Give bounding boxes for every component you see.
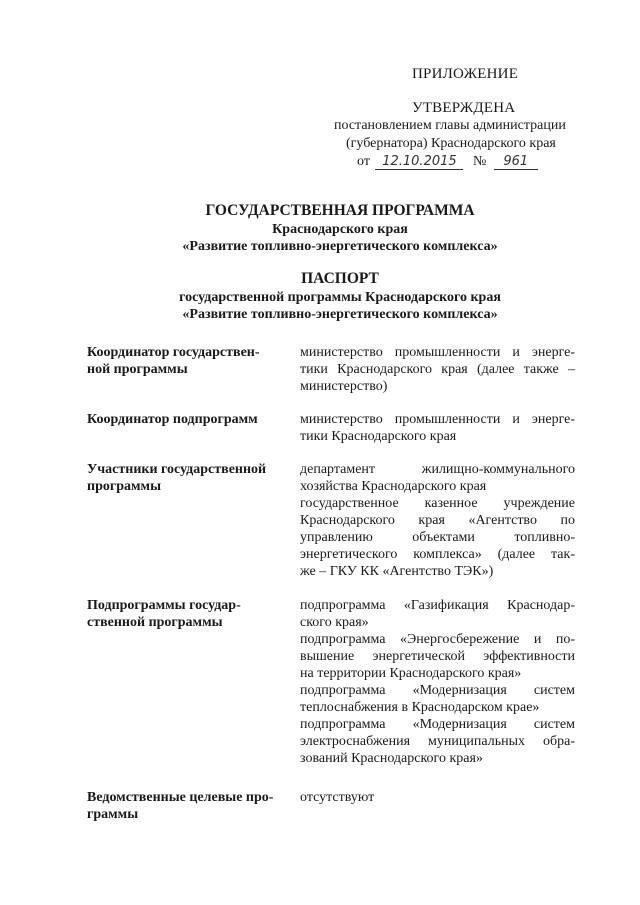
decree-line-1: постановлением главы администрации	[334, 118, 566, 133]
date-prefix: от	[357, 154, 370, 169]
row-label: Участники государственной программы	[87, 462, 267, 494]
passport-heading: ПАСПОРТ	[301, 270, 379, 287]
program-name: «Развитие топливно-энергетического комплекса»	[182, 239, 498, 254]
row-value: министерство промышленности и энерге- тики Краснодарского края	[300, 412, 575, 444]
program-title: ГОСУДАРСТВЕННАЯ ПРОГРАММА	[205, 202, 475, 219]
decree-date: 12.10.2015	[375, 154, 463, 170]
appendix-label: ПРИЛОЖЕНИЕ	[412, 66, 519, 82]
passport-subtitle: государственной программы Краснодарского края	[179, 290, 501, 305]
row-label: Координатор подпрограмм	[87, 412, 258, 427]
program-region: Краснодарского края	[272, 222, 408, 237]
row-label: Подпрограммы государ- ственной программы	[87, 598, 241, 630]
row-value: министерство промышленности и энерге- тики Краснодарского края (далее также – министерство)	[300, 345, 575, 394]
decree-number: 961	[494, 154, 538, 170]
passport-program-name: «Развитие топливно-энергетического комплекса»	[182, 307, 498, 322]
row-value: департамент жилищно-коммунального хозяйства Краснодарского края государственное казенное учреждение Краснодарского края «Агентство по управлению объектами топливно- энергетического комплекса» (далее так- же – ГКУ КК «Агентство ТЭК»)	[300, 462, 575, 579]
row-label: Ведомственные целевые про- граммы	[87, 790, 274, 822]
approved-label: УТВЕРЖДЕНА	[412, 100, 516, 116]
row-value: подпрограмма «Газификация Краснодар- ского края» подпрограмма «Энергосбережение и по- вышение энергетической эффективности на территории Краснодарского края» подпрограмма «Модернизация систем теплоснабжения в Краснодарском крае» подпрограмма «Модернизация систем электроснабжения муниципальных обра- зований Краснодарского края»	[300, 598, 575, 766]
decree-date-line	[357, 154, 538, 170]
row-label: Координатор государствен- ной программы	[87, 345, 260, 377]
row-value: отсутствуют	[300, 790, 375, 805]
decree-line-2: (губернатора) Краснодарского края	[346, 136, 556, 151]
number-prefix: №	[472, 154, 487, 169]
